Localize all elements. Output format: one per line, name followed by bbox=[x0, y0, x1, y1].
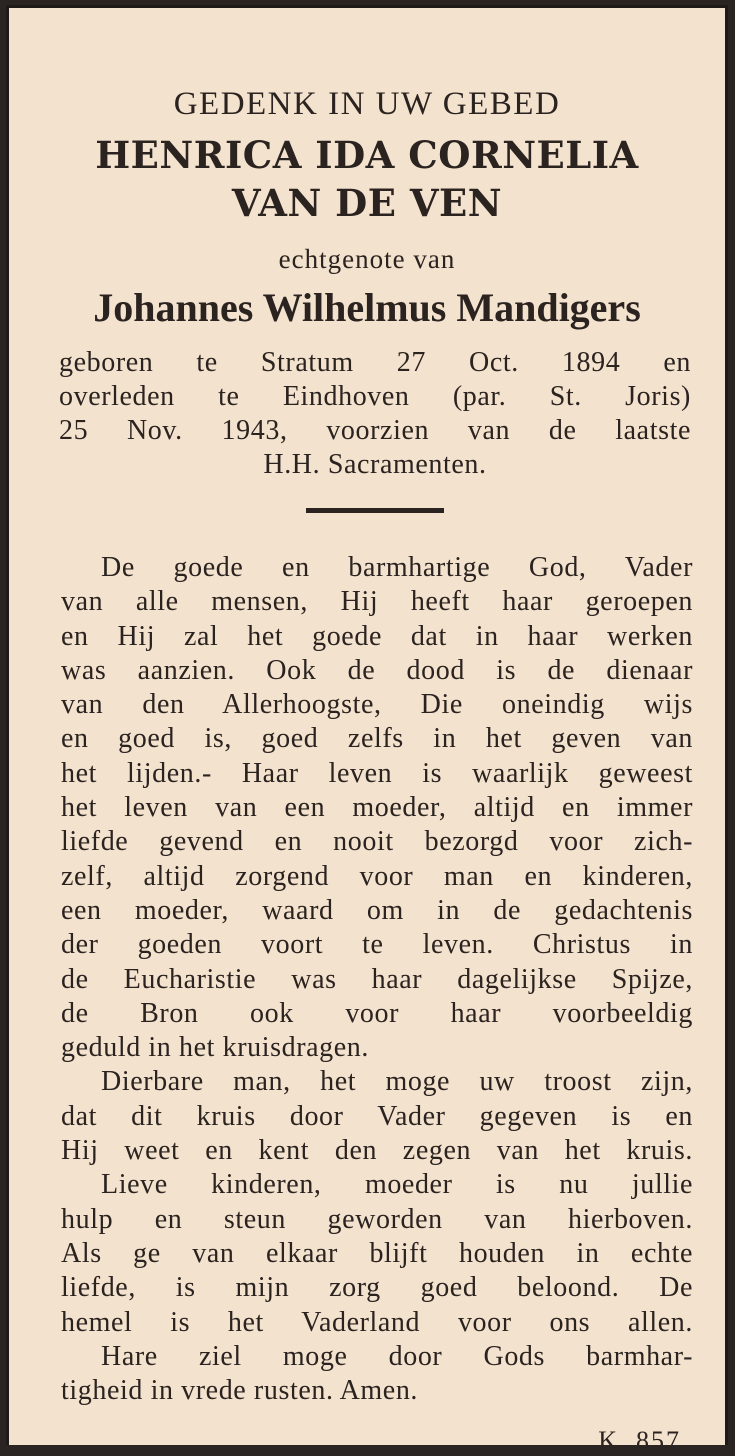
deceased-name-line2: VAN DE VEN bbox=[231, 181, 503, 225]
divider-rule bbox=[306, 508, 444, 513]
text-line: hemel is het Vaderland voor ons allen. bbox=[61, 1306, 693, 1338]
text-line: liefde gevend en nooit bezorgd voor zich- bbox=[61, 826, 693, 858]
spouse-name: Johannes Wilhelmus Mandigers bbox=[93, 285, 641, 330]
card-code: K. 857 bbox=[598, 1426, 681, 1455]
relation-text: echtgenote van bbox=[278, 244, 456, 274]
text-line: het lijden.- Haar leven is waarlijk geweest bbox=[61, 757, 693, 789]
text-line: hulp en steun geworden van hierboven. bbox=[61, 1203, 693, 1235]
text-line: van den Allerhoogste, Die oneindig wijs bbox=[61, 689, 693, 721]
text-line: de Eucharistie was haar dagelijkse Spijze, bbox=[61, 963, 693, 995]
birth-death-details bbox=[59, 346, 691, 482]
memorial-card bbox=[6, 5, 728, 1455]
text-line: van alle mensen, Hij heeft haar geroepen bbox=[61, 586, 693, 618]
text-line: liefde, is mijn zorg goed beloond. De bbox=[61, 1272, 693, 1304]
text-line: Dierbare man, het moge uw troost zijn, bbox=[101, 1066, 693, 1098]
text-line: der goeden voort te leven. Christus in bbox=[61, 929, 693, 961]
text-line: Hare ziel moge door Gods barmhar- bbox=[101, 1340, 693, 1372]
text-line: zelf, altijd zorgend voor man en kinderen, bbox=[61, 860, 693, 892]
deceased-name-line1: HENRICA IDA CORNELIA bbox=[95, 133, 639, 177]
intro-line: geboren te Stratum 27 Oct. 1894 en bbox=[59, 347, 691, 378]
memorial-text bbox=[61, 551, 693, 1408]
text-line: De goede en barmhartige God, Vader bbox=[101, 552, 693, 583]
text-line: de Bron ook voor haar voorbeeldig bbox=[61, 997, 693, 1029]
text-line: Lieve kinderen, moeder is nu jullie bbox=[101, 1169, 693, 1201]
text-line: geduld in het kruisdragen. bbox=[61, 1032, 369, 1064]
text-line: Hij weet en kent den zegen van het kruis. bbox=[61, 1135, 693, 1167]
text-line: en goed is, goed zelfs in het geven van bbox=[61, 723, 693, 755]
text-line: was aanzien. Ook de dood is de dienaar bbox=[61, 654, 693, 686]
text-line: en Hij zal het goede dat in haar werken bbox=[61, 620, 693, 652]
text-line: het leven van een moeder, altijd en immer bbox=[61, 792, 693, 824]
text-line: een moeder, waard om in de gedachtenis bbox=[61, 894, 693, 926]
intro-line: H.H. Sacramenten. bbox=[263, 449, 487, 480]
text-line: dat dit kruis door Vader gegeven is en bbox=[61, 1100, 693, 1132]
text-line: Als ge van elkaar blijft houden in echte bbox=[61, 1237, 693, 1269]
intro-line: 25 Nov. 1943, voorzien van de laatste bbox=[59, 415, 691, 446]
prayer-heading: GEDENK IN UW GEBED bbox=[173, 86, 561, 122]
intro-line: overleden te Eindhoven (par. St. Joris) bbox=[59, 381, 691, 412]
text-line: tigheid in vrede rusten. Amen. bbox=[61, 1375, 419, 1407]
